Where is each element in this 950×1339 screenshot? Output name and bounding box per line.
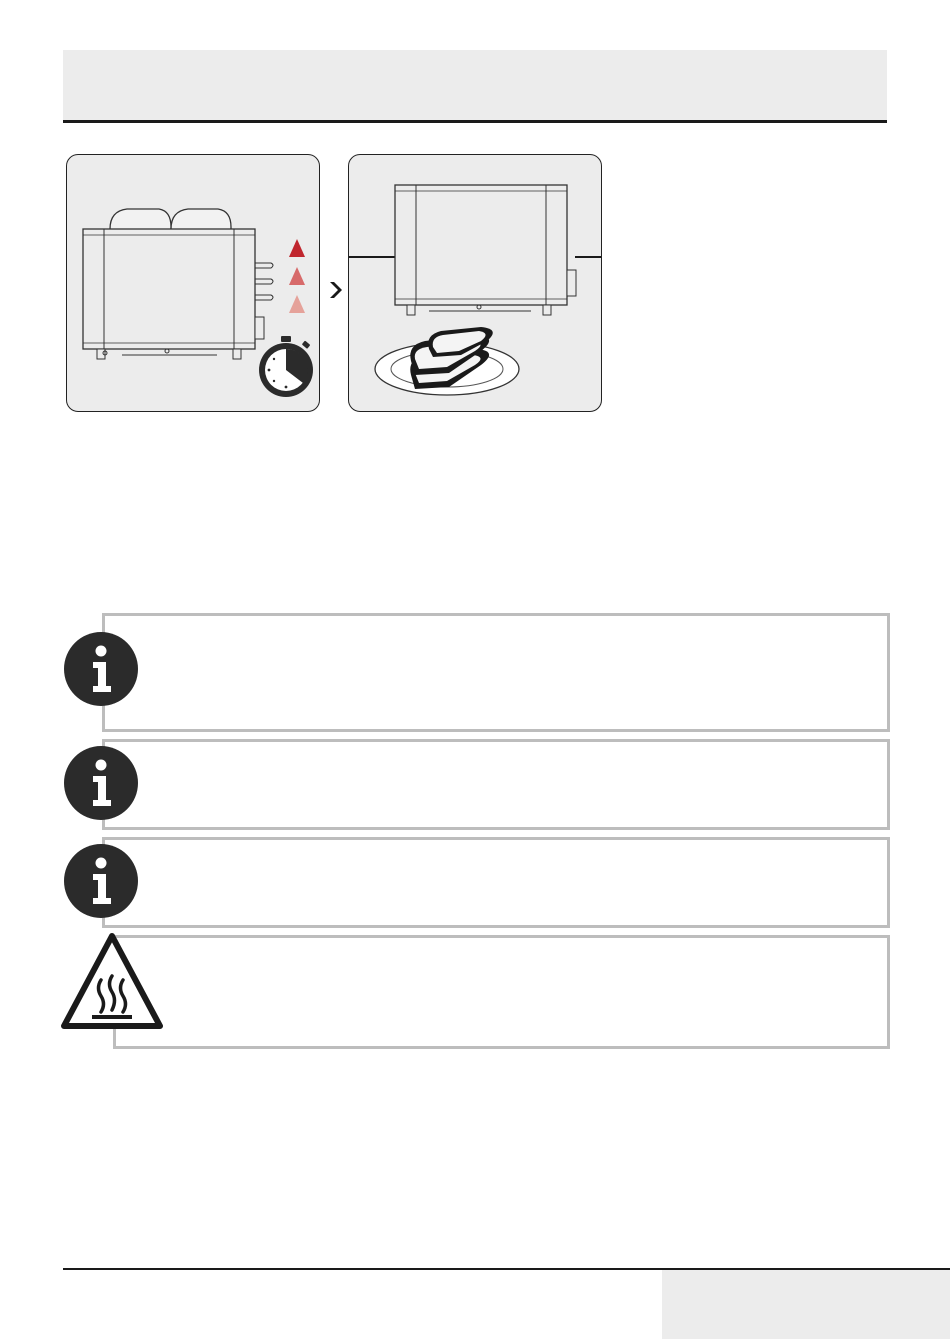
info-note-3 — [102, 837, 890, 928]
header-band — [63, 50, 887, 123]
toaster-body — [395, 185, 567, 305]
toaster-body — [83, 229, 255, 349]
figure-toasting — [66, 154, 320, 412]
browning-level-mid — [289, 267, 305, 285]
info-icon — [64, 632, 138, 706]
info-note-2 — [102, 739, 890, 830]
browning-level-low — [289, 295, 305, 313]
chevron-right-icon — [328, 280, 344, 300]
info-icon — [64, 844, 138, 918]
figure-toast-ready — [348, 154, 602, 412]
toaster-toasting-illustration — [67, 155, 319, 411]
toaster-ready-illustration — [349, 155, 601, 411]
browning-level-high — [289, 239, 305, 257]
info-icon — [64, 746, 138, 820]
footer-page-tab — [662, 1270, 950, 1339]
bread-slice-right — [171, 209, 231, 231]
hot-surface-warning-note — [113, 935, 890, 1049]
bread-slice-left — [110, 209, 171, 231]
hot-surface-warning-icon — [60, 932, 164, 1032]
info-note-1 — [102, 613, 890, 732]
stopwatch-icon — [259, 336, 313, 397]
